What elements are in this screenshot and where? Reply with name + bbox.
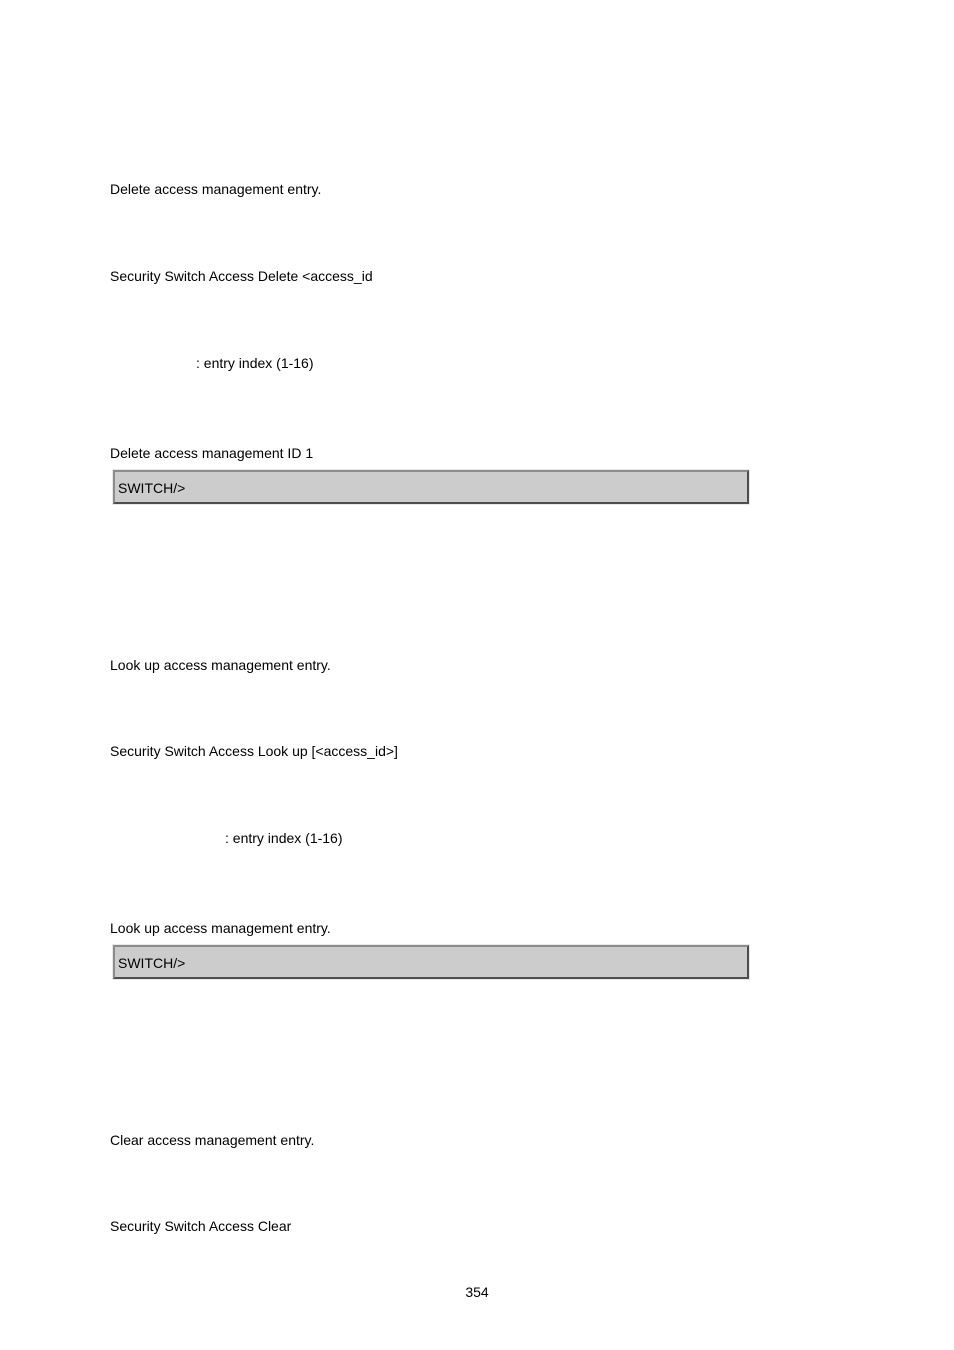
lookup-cli-box	[113, 945, 749, 979]
delete-cli-prompt: SWITCH/>	[118, 480, 186, 496]
lookup-example-caption: Look up access management entry.	[110, 920, 331, 936]
lookup-parameter: : entry index (1-16)	[225, 830, 343, 846]
lookup-cli-prompt: SWITCH/>	[118, 955, 186, 971]
clear-description: Clear access management entry.	[110, 1132, 315, 1148]
lookup-description: Look up access management entry.	[110, 657, 331, 673]
delete-description: Delete access management entry.	[110, 181, 322, 197]
clear-syntax: Security Switch Access Clear	[110, 1218, 292, 1234]
delete-cli-box	[113, 470, 749, 504]
lookup-syntax: Security Switch Access Look up [<access_id>]	[110, 743, 398, 759]
delete-syntax: Security Switch Access Delete <access_id	[110, 268, 373, 284]
page-number: 354	[465, 1284, 489, 1300]
delete-example-caption: Delete access management ID 1	[110, 445, 314, 461]
delete-parameter: : entry index (1-16)	[196, 355, 314, 371]
